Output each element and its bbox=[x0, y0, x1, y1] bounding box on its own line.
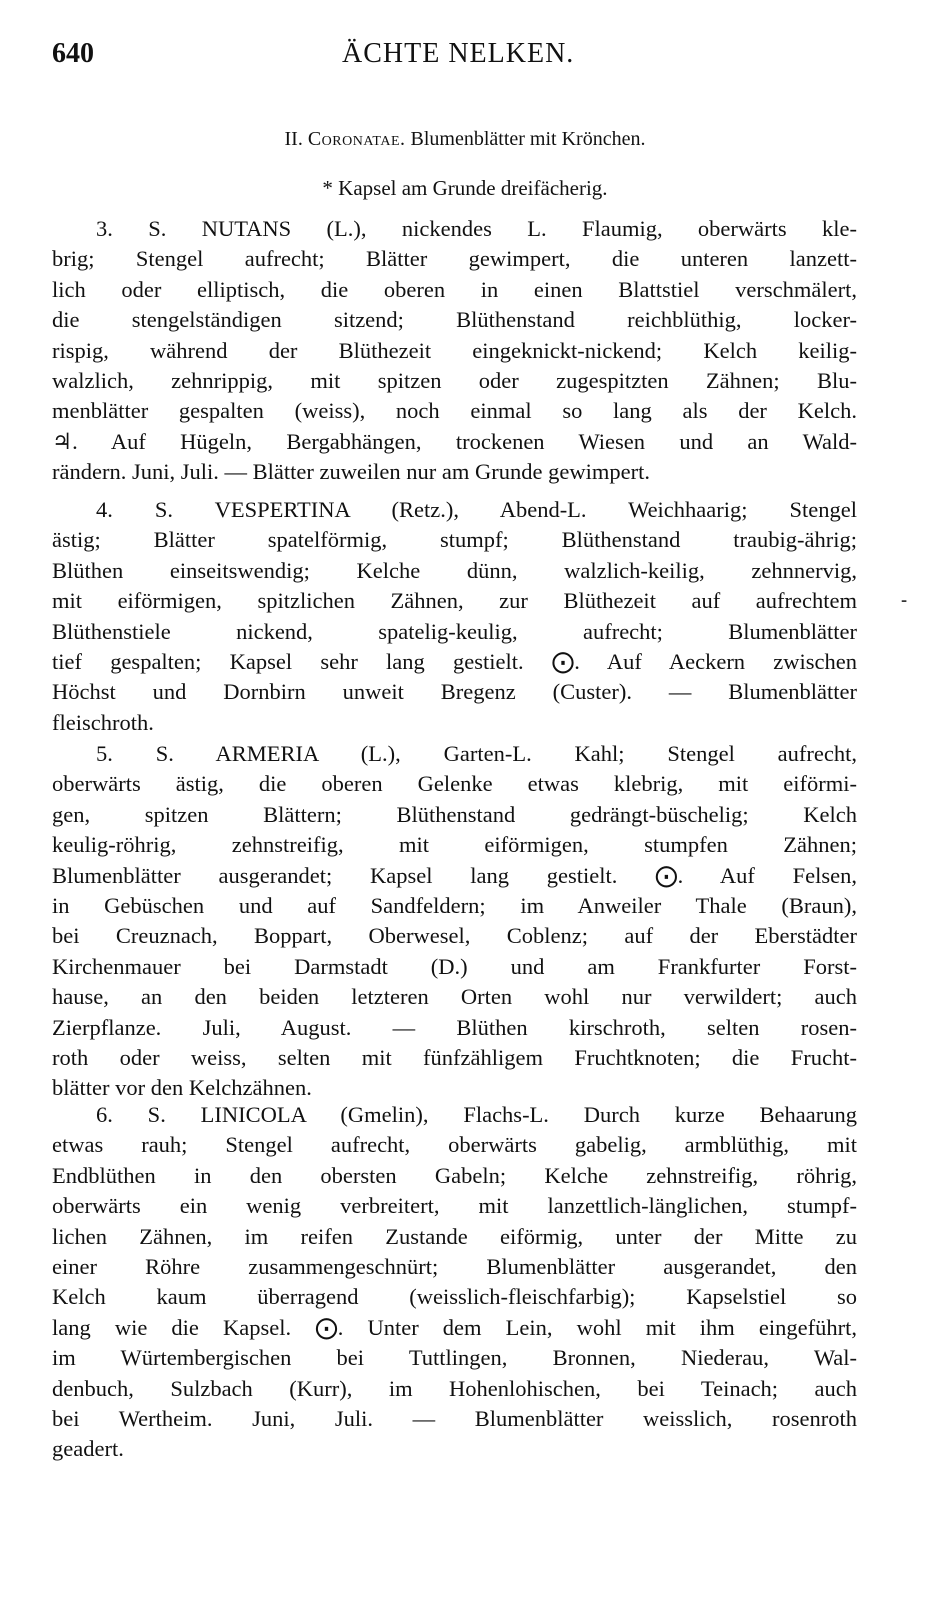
text-line: lichen Zähnen, im reifen Zustande eiförmig, unter der Mitte zu bbox=[52, 1223, 857, 1249]
text-line: menblätter gespalten (weiss), noch einmal so lang als der Kelch. bbox=[52, 398, 857, 424]
text-line: keulig-röhrig, zehnstreifig, mit eiförmigen, stumpfen Zähnen; bbox=[52, 832, 857, 858]
text-line: Blumenblätter ausgerandet; Kapsel lang gestielt. ⨀. Auf Felsen, bbox=[52, 862, 857, 888]
text-line: gen, spitzen Blättern; Blüthenstand gedrängt-büschelig; Kelch bbox=[52, 801, 857, 827]
page-number: 640 bbox=[52, 38, 94, 69]
text-line: etwas rauh; Stengel aufrecht, oberwärts gabelig, armblüthig, mit bbox=[52, 1132, 857, 1158]
running-head: ÄCHTE NELKEN. bbox=[342, 38, 575, 69]
text-line: Zierpflanze. Juli, August. — Blüthen kirschroth, selten rosen- bbox=[52, 1014, 857, 1040]
text-line: tief gespalten; Kapsel sehr lang gestielt. ⨀. Auf Aeckern zwischen bbox=[52, 648, 857, 674]
text-line: 3. S. NUTANS (L.), nickendes L. Flaumig, oberwärts kle- bbox=[96, 216, 857, 241]
text-line: in Gebüschen und auf Sandfeldern; im Anweiler Thale (Braun), bbox=[52, 892, 857, 918]
text-line: Höchst und Dornbirn unweit Bregenz (Custer). — Blumenblätter bbox=[52, 679, 857, 705]
species-entry-armeria bbox=[52, 739, 857, 1104]
section-numeral: II. bbox=[284, 128, 303, 150]
text-line: denbuch, Sulzbach (Kurr), im Hohenlohischen, bei Teinach; auch bbox=[52, 1375, 857, 1401]
subsection-heading: * Kapsel am Grunde dreifächerig. bbox=[322, 176, 608, 200]
text-line: bei Wertheim. Juni, Juli. — Blumenblätter weisslich, rosenroth bbox=[52, 1405, 857, 1431]
margin-mark: ⁃ bbox=[900, 592, 908, 611]
text-line: hause, an den beiden letzteren Orten wohl nur verwildert; auch bbox=[52, 984, 857, 1010]
text-line: ästig; Blätter spatelförmig, stumpf; Blüthenstand traubig-ährig; bbox=[52, 527, 857, 553]
section-description: Blumenblätter mit Krönchen. bbox=[410, 128, 646, 150]
text-line: im Würtembergischen bei Tuttlingen, Bronnen, Niederau, Wal- bbox=[52, 1345, 857, 1371]
text-line: einer Röhre zusammengeschnürt; Blumenblätter ausgerandet, den bbox=[52, 1253, 857, 1279]
text-line: bei Creuznach, Boppart, Oberwesel, Coblenz; auf der Eberstädter bbox=[52, 923, 857, 949]
text-line: fleischroth. bbox=[52, 709, 154, 735]
text-line: Kirchenmauer bei Darmstadt (D.) und am Frankfurter Forst- bbox=[52, 953, 857, 979]
section-heading bbox=[0, 128, 930, 151]
text-line: oberwärts ästig, die oberen Gelenke etwas klebrig, mit eiförmi- bbox=[52, 771, 857, 797]
species-entry-nutans bbox=[52, 214, 857, 488]
text-line: geadert. bbox=[52, 1436, 124, 1462]
text-line: 5. S. ARMERIA (L.), Garten-L. Kahl; Stengel aufrecht, bbox=[96, 741, 857, 766]
text-line: oberwärts ein wenig verbreitert, mit lanzettlich-länglichen, stumpf- bbox=[52, 1193, 857, 1219]
text-line: roth oder weiss, selten mit fünfzähligem Fruchtknoten; die Frucht- bbox=[52, 1044, 857, 1070]
text-line: mit eiförmigen, spitzlichen Zähnen, zur Blüthezeit auf aufrechtem bbox=[52, 588, 857, 614]
section-name: Coronatae. bbox=[307, 128, 406, 150]
text-line: blätter vor den Kelchzähnen. bbox=[52, 1075, 312, 1101]
text-line: lich oder elliptisch, die oberen in einen Blattstiel verschmälert, bbox=[52, 276, 857, 302]
text-line: rändern. Juni, Juli. — Blätter zuweilen nur am Grunde gewimpert. bbox=[52, 459, 650, 485]
text-line: Endblüthen in den obersten Gabeln; Kelche zehnstreifig, röhrig, bbox=[52, 1162, 857, 1188]
page-header bbox=[52, 38, 857, 78]
species-entry-vespertina bbox=[52, 495, 857, 738]
text-line: walzlich, zehnrippig, mit spitzen oder zugespitzten Zähnen; Blu- bbox=[52, 367, 857, 393]
text-line: 6. S. LINICOLA (Gmelin), Flachs-L. Durch kurze Behaarung bbox=[96, 1102, 857, 1127]
text-line: rispig, während der Blüthezeit eingeknickt-nickend; Kelch keilig- bbox=[52, 337, 857, 363]
text-line: ♃. Auf Hügeln, Bergabhängen, trockenen Wiesen und an Wald- bbox=[52, 428, 857, 454]
text-line: Kelch kaum überragend (weisslich-fleischfarbig); Kapselstiel so bbox=[52, 1284, 857, 1310]
text-line: Blüthenstiele nickend, spatelig-keulig, aufrecht; Blumenblätter bbox=[52, 618, 857, 644]
text-line: Blüthen einseitswendig; Kelche dünn, walzlich-keilig, zehnnervig, bbox=[52, 557, 857, 583]
text-line: 4. S. VESPERTINA (Retz.), Abend-L. Weichhaarig; Stengel bbox=[96, 497, 857, 522]
species-entry-linicola bbox=[52, 1100, 857, 1465]
text-line: die stengelständigen sitzend; Blüthenstand reichblüthig, locker- bbox=[52, 307, 857, 333]
text-line: lang wie die Kapsel. ⨀. Unter dem Lein, wohl mit ihm eingeführt, bbox=[52, 1314, 857, 1340]
text-line: brig; Stengel aufrecht; Blätter gewimpert, die unteren lanzett- bbox=[52, 246, 857, 272]
